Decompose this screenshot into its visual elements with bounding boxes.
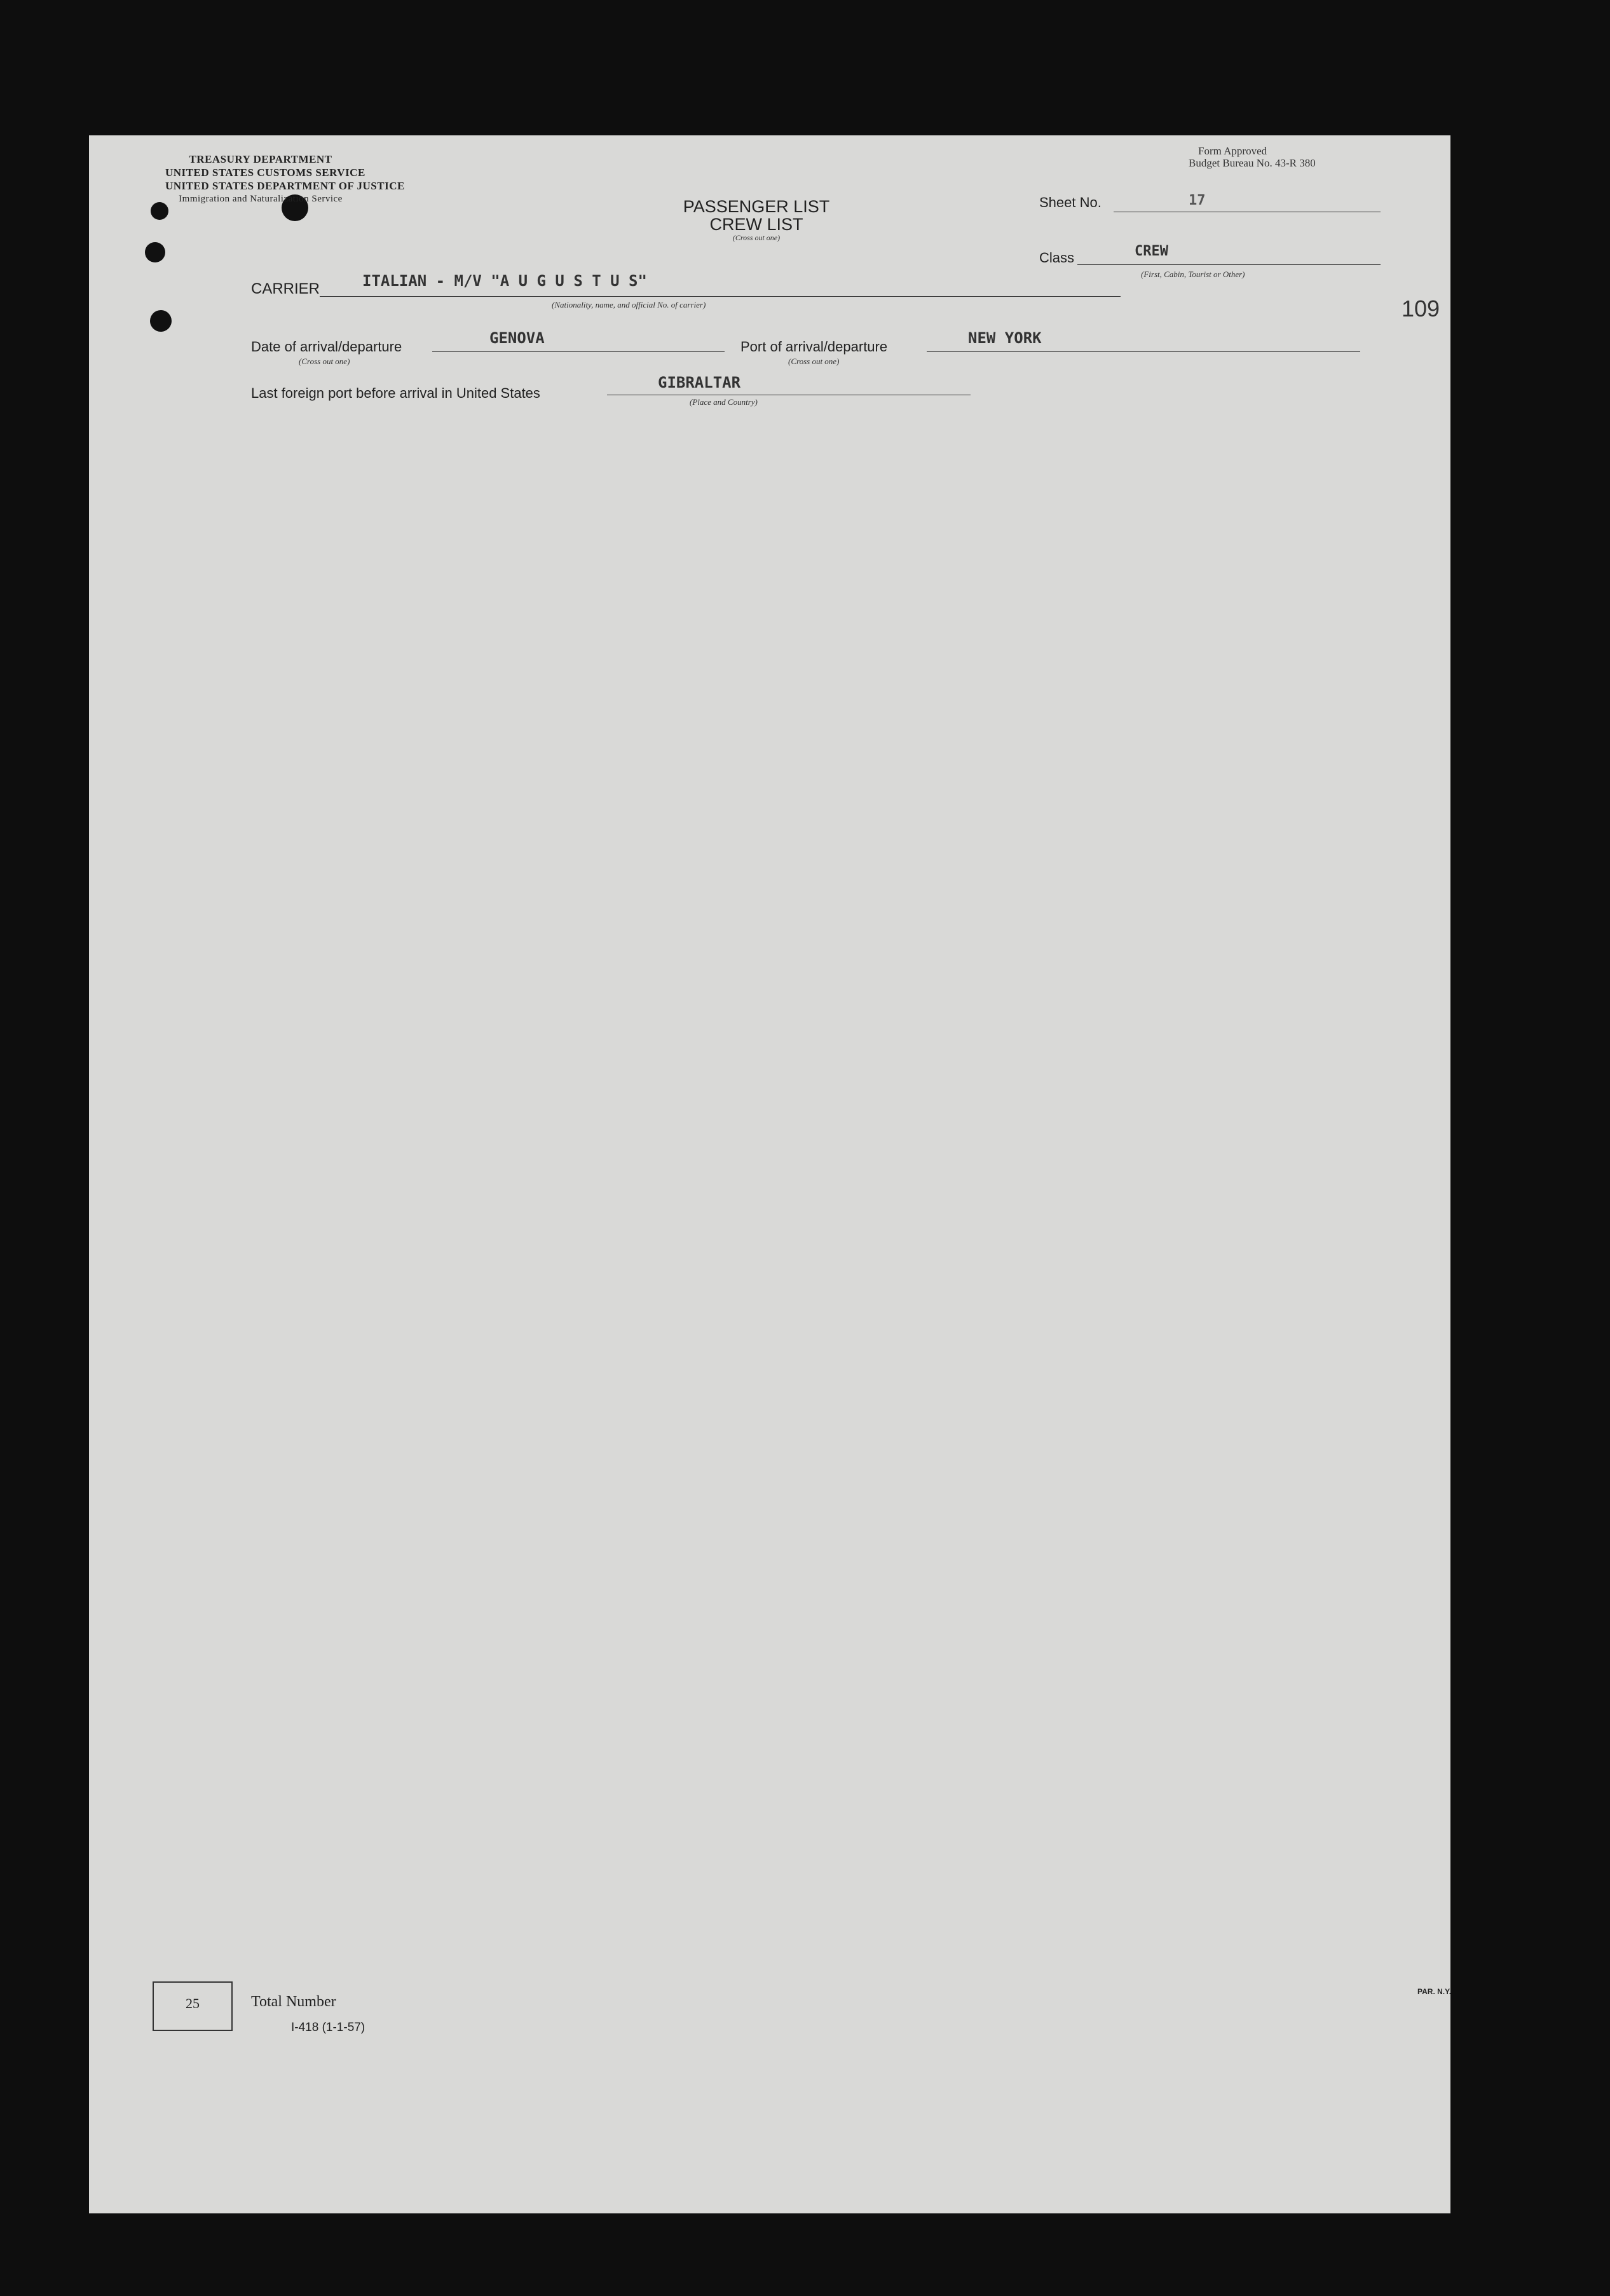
form-approved-line: Budget Bureau No. 43-R 380 (1189, 157, 1316, 169)
agency-line: UNITED STATES DEPARTMENT OF JUSTICE (165, 180, 405, 192)
agency-line: UNITED STATES CUSTOMS SERVICE (165, 166, 365, 179)
class-label: Class (1039, 250, 1075, 266)
last-port-label: Last foreign port before arrival in United States (251, 385, 540, 401)
carrier-note: (Nationality, name, and official No. of carrier) (552, 300, 706, 309)
title-passenger-list: PASSENGER LIST (683, 197, 830, 216)
page-number: 109 (1402, 295, 1440, 322)
port-value: NEW YORK (968, 329, 1042, 347)
date-value: GENOVA (489, 329, 545, 347)
crew-list-form (89, 135, 1450, 2213)
carrier-label: CARRIER (251, 280, 320, 297)
class-value: CREW (1135, 243, 1168, 259)
date-label: Date of arrival/departure (251, 339, 402, 355)
last-port-note: (Place and Country) (690, 397, 758, 407)
date-note: (Cross out one) (299, 357, 350, 366)
punch-hole (150, 310, 172, 332)
last-port-value: GIBRALTAR (658, 374, 741, 391)
total-label: Total Number (251, 1994, 336, 2010)
form-approved (1189, 145, 1316, 169)
form-number: I-418 (1-1-57) (291, 2021, 365, 2034)
total-box (153, 1981, 233, 2031)
title-note: (Cross out one) (732, 233, 781, 242)
port-label: Port of arrival/departure (740, 339, 888, 355)
form-approved-line: Form Approved (1198, 145, 1267, 157)
sheet-label: Sheet No. (1039, 194, 1102, 210)
total-value: 25 (186, 1995, 200, 2011)
form-title (648, 198, 864, 242)
port-note: (Cross out one) (788, 357, 840, 366)
carrier-value: ITALIAN - M/V "A U G U S T U S" (362, 272, 647, 290)
agency-line: Immigration and Naturalization Service (179, 194, 343, 204)
printer-mark: PAR. N.Y. (1417, 1987, 1452, 1996)
class-note: (First, Cabin, Tourist or Other) (1141, 269, 1245, 279)
punch-hole (145, 242, 165, 262)
sheet-value: 17 (1189, 193, 1206, 208)
title-crew-list: CREW LIST (709, 215, 803, 234)
agency-line: TREASURY DEPARTMENT (189, 153, 332, 165)
agency-header (165, 153, 405, 206)
